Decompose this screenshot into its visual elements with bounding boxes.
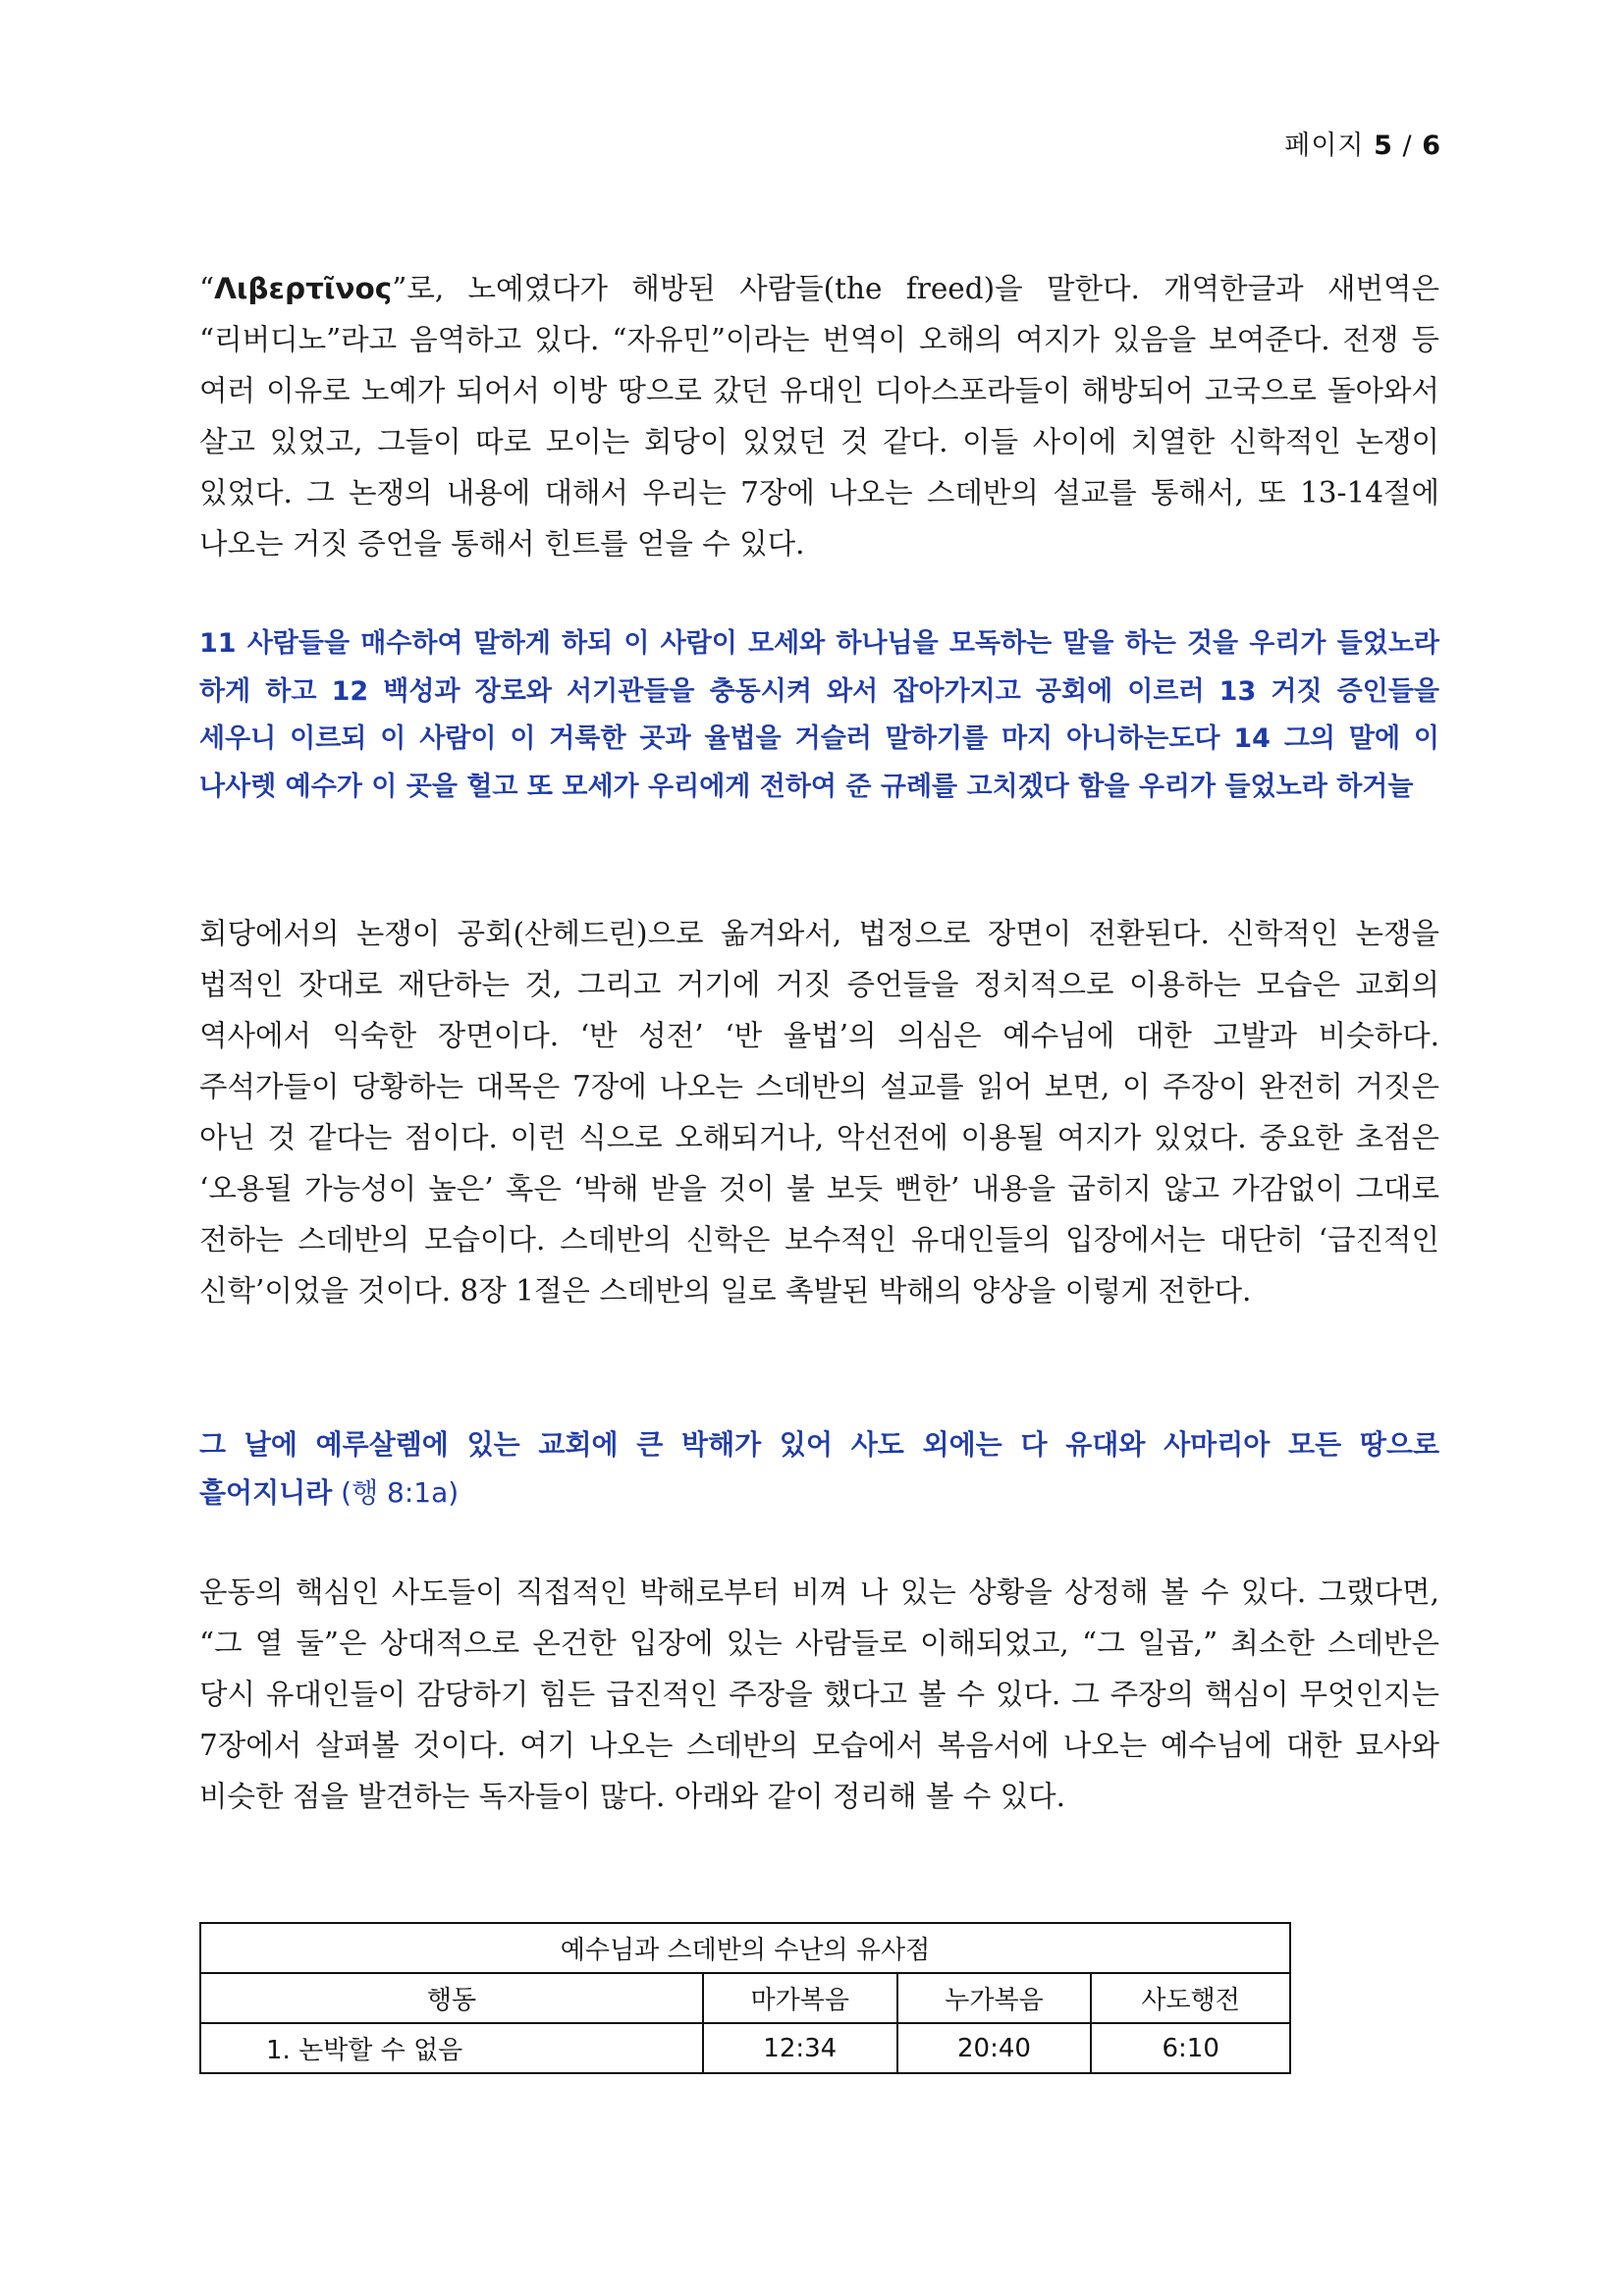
table-header: 행동 (200, 1973, 703, 2023)
paragraph-1-text: ”로, 노예였다가 해방된 사람들(the freed)을 말한다. 개역한글과 새번역은 “리버디노”라고 음역하고 있다. “자유민”이라는 번역이 오해의 여지가 있음을 보여준다. 전쟁 등 여러 이유로 노예가 되어서 이방 땅으로 갔던 유대인 디아스포라들이 해방되어 고국으로 돌아와서 살고 있었고, 그들이 따로 모이는 회당이 있었던 것 같다. 이들 사이에 치열한 신학적인 논쟁이 있었다. 그 논쟁의 내용에 대해서 우리는 7장에 나오는 스데반의 설교를 통해서, 또 13-14절에 나오는 거짓 증언을 통해서 힌트를 얻을 수 있다. (199, 272, 1439, 561)
scripture-2-reference: (행 8:1a) (332, 1476, 460, 1509)
table-header: 사도행전 (1091, 1973, 1290, 2023)
table-header-row (200, 1973, 1290, 2023)
table-header: 마가복음 (703, 1973, 897, 2023)
table-cell: 1. 논박할 수 없음 (200, 2023, 703, 2073)
table-row (200, 2023, 1290, 2073)
page-current: 5 (1374, 131, 1393, 161)
body-paragraph-3 (199, 1567, 1439, 1822)
paragraph-2-text: 회당에서의 논쟁이 공회(산헤드린)으로 옮겨와서, 법정으로 장면이 전환된다. 신학적인 논쟁을 법적인 잣대로 재단하는 것, 그리고 거기에 거짓 증언들을 정치적으로 이용하는 모습은 교회의 역사에서 익숙한 장면이다. ‘반 성전’ ‘반 율법’의 의심은 예수님에 대한 고발과 비슷하다. 주석가들이 당황하는 대목은 7장에 나오는 스데반의 설교를 읽어 보면, 이 주장이 완전히 거짓은 아닌 것 같다는 점이다. 이런 식으로 오해되거나, 악선전에 이용될 여지가 있었다. 중요한 초점은 ‘오용될 가능성이 높은’ 혹은 ‘박해 받을 것이 불 보듯 뻔한’ 내용을 굽히지 않고 가감없이 그대로 전하는 스데반의 모습이다. 스데반의 신학은 보수적인 유대인들의 입장에서는 대단히 ‘급진적인 신학’이었을 것이다. 8장 1절은 스데반의 일로 촉발된 박해의 양상을 이렇게 전한다. (199, 917, 1439, 1308)
table-cell: 20:40 (897, 2023, 1092, 2073)
greek-term: Λιβερτῖνος (214, 272, 393, 305)
table-title-row (200, 1923, 1290, 1973)
page-total: 6 (1422, 131, 1441, 161)
page-number (1284, 124, 1441, 162)
page-label: 페이지 (1284, 131, 1365, 161)
table-cell: 6:10 (1091, 2023, 1290, 2073)
comparison-table (199, 1922, 1291, 2074)
scripture-quote-acts-8 (199, 1420, 1439, 1517)
scripture-quote-acts-6 (199, 620, 1439, 811)
body-paragraph-1 (199, 263, 1439, 569)
open-quote: “ (199, 272, 215, 305)
scripture-1-text: 11 사람들을 매수하여 말하게 하되 이 사람이 모세와 하나님을 모독하는 말을 하는 것을 우리가 들었노라 하게 하고 12 백성과 장로와 서기관들을 충동시켜 와서 잡아가지고 공회에 이르러 13 거짓 증인들을 세우니 이르되 이 사람이 이 거룩한 곳과 율법을 거슬러 말하기를 마지 아니하는도다 14 그의 말에 이 나사렛 예수가 이 곳을 헐고 또 모세가 우리에게 전하여 준 규례를 고치겠다 함을 우리가 들었노라 하거늘 (199, 628, 1439, 802)
table-cell: 12:34 (703, 2023, 897, 2073)
paragraph-3-text: 운동의 핵심인 사도들이 직접적인 박해로부터 비껴 나 있는 상황을 상정해 볼 수 있다. 그랬다면, “그 열 둘”은 상대적으로 온건한 입장에 있는 사람들로 이해되었고, “그 일곱,” 최소한 스데반은 당시 유대인들이 감당하기 힘든 급진적인 주장을 했다고 볼 수 있다. 그 주장의 핵심이 무엇인지는 7장에서 살펴볼 것이다. 여기 나오는 스데반의 모습에서 복음서에 나오는 예수님에 대한 묘사와 비슷한 점을 발견하는 독자들이 많다. 아래와 같이 정리해 볼 수 있다. (199, 1575, 1439, 1813)
scripture-2-text: 그 날에 예루살렘에 있는 교회에 큰 박해가 있어 사도 외에는 다 유대와 사마리아 모든 땅으로 흩어지니라 (199, 1428, 1439, 1509)
table-header: 누가복음 (897, 1973, 1092, 2023)
body-paragraph-2 (199, 908, 1439, 1316)
table-title: 예수님과 스데반의 수난의 유사점 (200, 1923, 1290, 1973)
page-separator: / (1402, 131, 1413, 161)
